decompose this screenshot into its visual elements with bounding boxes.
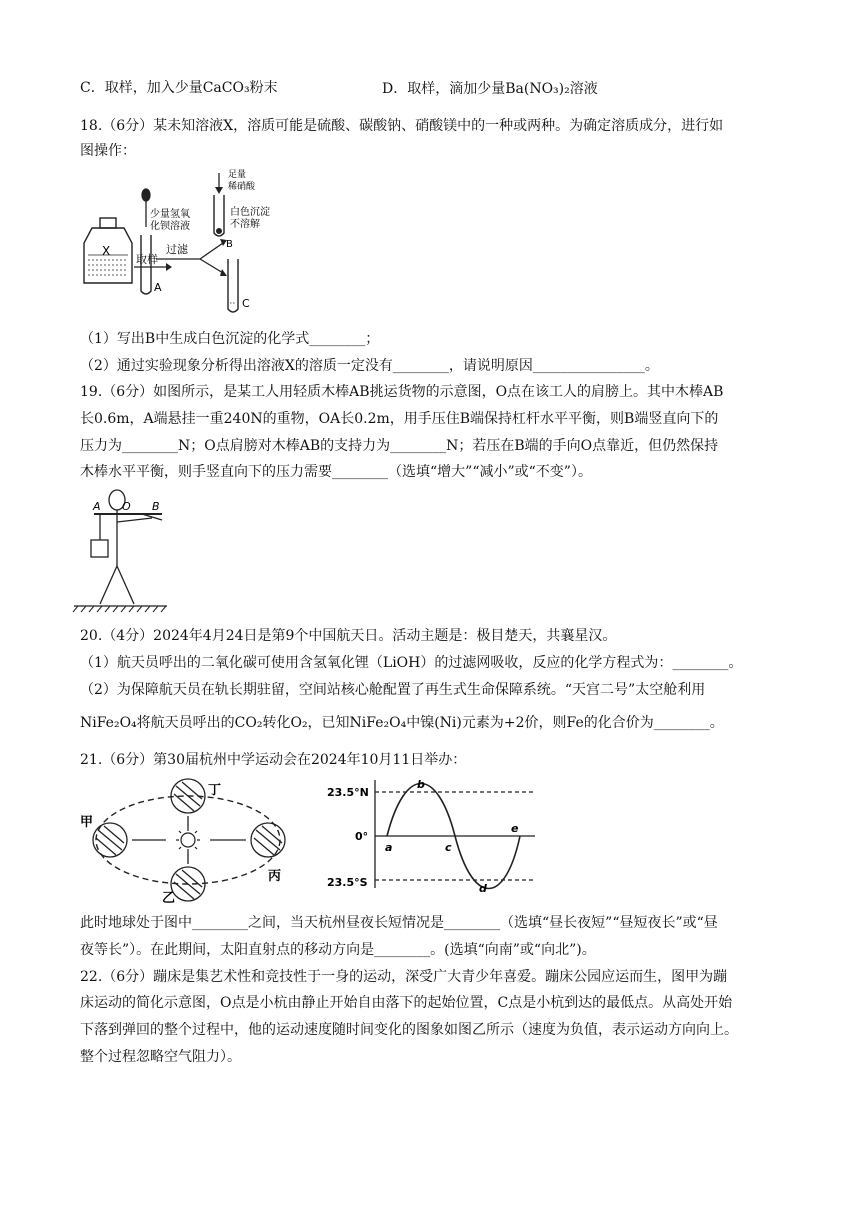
- ppt-label-2: 不溶解: [230, 219, 260, 230]
- q21-orbit-figure: [76, 776, 306, 906]
- label-bing: 丙: [268, 869, 282, 884]
- dropper-label-2: 化钡溶液: [150, 221, 190, 232]
- acid-label-2: 稀硝酸: [228, 182, 256, 192]
- hanging-weight: [91, 540, 108, 557]
- q22-stem-line3: 下落到弹回的整个过程中，他的运动速度随时间变化的图象如图乙所示（速度为负值，表示运动方向向上。: [80, 1022, 738, 1038]
- sun-icon: [176, 828, 200, 852]
- q20-sub2: （2）为保障航天员在轨长期驻留，空间站核心舱配置了再生式生命保障系统。“天宫二号”太空舱利用: [80, 682, 706, 698]
- point-e: e: [511, 822, 519, 835]
- q18-stem-line2: 图操作：: [80, 143, 136, 159]
- q21-sun-path-graph: [325, 776, 540, 896]
- earth-yi: [171, 867, 205, 901]
- point-c: c: [445, 841, 452, 854]
- label-0: 0°: [355, 830, 369, 843]
- q18-sub2: （2）通过实验现象分析得出溶液X的溶质一定没有________，请说明原因________________。: [80, 358, 659, 374]
- dropper-label-1: 少量氢氧: [150, 209, 190, 220]
- label-jia: 甲: [80, 815, 94, 830]
- label-o: O: [122, 500, 131, 513]
- option-d: D．取样，滴加少量Ba(NO₃)₂溶液: [382, 81, 598, 97]
- q19-stem-line3: 压力为________N；O点肩膀对木棒AB的支持力为________N；若压在B端的手向O点靠近，但仍然保持: [80, 438, 719, 454]
- label-23s: 23.5°S: [327, 876, 368, 889]
- q18-sub1: （1）写出B中生成白色沉淀的化学式________；: [80, 331, 380, 347]
- tube-c-label: C: [242, 297, 250, 310]
- tube-a-label: A: [154, 281, 162, 294]
- q21-stem: 21.（6分）第30届杭州中学运动会在2024年10月11日举办：: [80, 752, 467, 768]
- take-sample-label: 取样: [136, 253, 158, 266]
- q20-sub3: NiFe₂O₄将航天员呼出的CO₂转化O₂，已知NiFe₂O₄中镍(Ni)元素为+2价，则Fe的化合价为________。: [80, 715, 724, 731]
- label-23n: 23.5°N: [327, 786, 369, 799]
- q22-stem-line1: 22.（6分）蹦床是集艺术性和竞技性于一身的运动，深受广大青少年喜爱。蹦床公园应运而生，图甲为蹦: [80, 969, 728, 985]
- q19-stem-line1: 19.（6分）如图所示，是某工人用轻质木棒AB挑运货物的示意图，O点在该工人的肩膀上。其中木棒AB: [80, 384, 724, 400]
- filter-label: 过滤: [166, 243, 188, 256]
- q21-question-line2: 夜等长”）。在此期间，太阳直射点的移动方向是________。(选填“向南”或“向北”)。: [80, 942, 596, 958]
- option-c: C．取样，加入少量CaCO₃粉末: [80, 80, 278, 96]
- q20-stem: 20.（4分）2024年4月24日是第9个中国航天日。活动主题是：极目楚天，共襄星汉。: [80, 628, 617, 644]
- q18-experiment-figure: [80, 165, 280, 325]
- earth-jia: [93, 823, 127, 857]
- tube-b-label: B: [226, 239, 233, 250]
- acid-label-1: 足量: [228, 170, 247, 180]
- test-tube-c: [228, 259, 238, 312]
- label-ding: 丁: [208, 783, 222, 798]
- bottle-label: X: [102, 244, 111, 258]
- dropper: [142, 189, 150, 227]
- q19-worker-figure: [72, 486, 172, 616]
- point-b: b: [417, 778, 425, 791]
- q19-stem-line2: 长0.6m，A端悬挂一重240N的重物，OA长0.2m，用手压住B端保持杠杆水平平衡，则B端竖直向下的: [80, 411, 719, 427]
- q18-stem-line1: 18.（6分）某未知溶液X，溶质可能是硫酸、碳酸钠、硝酸镁中的一种或两种。为确定溶质成分，进行如: [80, 118, 724, 134]
- q21-question-line1: 此时地球处于图中________之间，当天杭州昼夜长短情况是________（选填“昼长夜短”“昼短夜长”或“昼: [80, 915, 718, 931]
- label-b: B: [152, 500, 160, 513]
- q22-stem-line2: 床运动的简化示意图，O点是小杭由静止开始自由落下的起始位置，C点是小杭到达的最低点。从高处开始: [80, 995, 733, 1011]
- orbit-ellipse: [96, 796, 280, 884]
- ppt-label-1: 白色沉淀: [230, 207, 270, 218]
- q19-stem-line4: 木棒水平平衡，则手竖直向下的压力需要________（选填“增大”“减小”或“不变”）。: [80, 464, 592, 480]
- point-a: a: [385, 841, 393, 854]
- label-yi: 乙: [162, 891, 176, 906]
- label-a: A: [93, 500, 101, 513]
- q20-sub1: （1）航天员呼出的二氧化碳可使用含氢氧化锂（LiOH）的过滤网吸收，反应的化学方程式为：________。: [80, 655, 743, 671]
- q22-stem-line4: 整个过程忽略空气阻力）。: [80, 1049, 241, 1065]
- point-d: d: [479, 882, 487, 895]
